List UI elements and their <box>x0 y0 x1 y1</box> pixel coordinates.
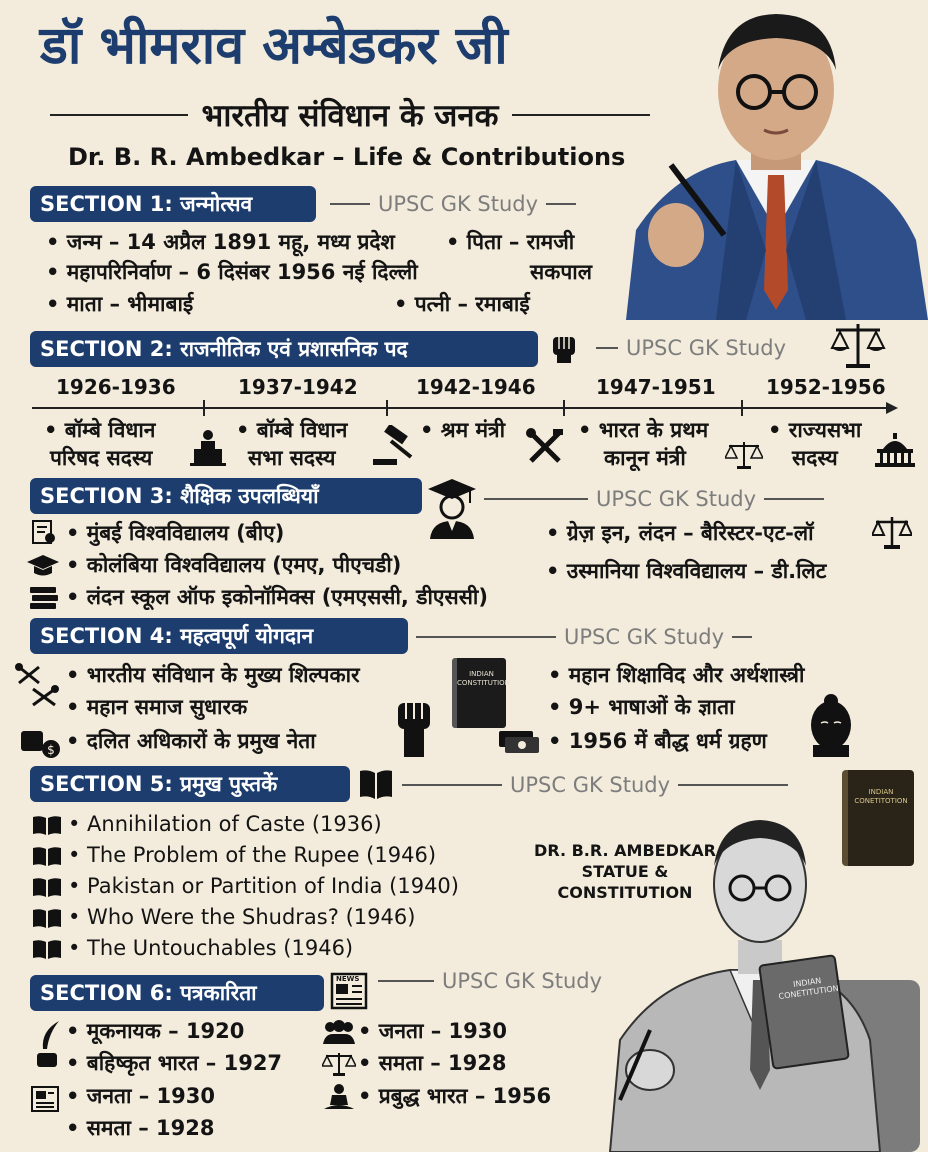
svg-text:$: $ <box>47 743 55 757</box>
gavel-icon <box>370 424 418 468</box>
timeline-role-5b: सदस्य <box>792 446 838 470</box>
timeline-year-4: 1947-1951 <box>596 375 716 399</box>
buddha-icon <box>802 690 860 760</box>
book-icon <box>356 764 396 804</box>
death-item: • महापरिनिर्वाण – 6 दिसंबर 1956 नई दिल्ली <box>46 260 418 284</box>
section-2-header: SECTION 2: राजनीतिक एवं प्रशासनिक पद <box>30 331 538 367</box>
subtitle: भारतीय संविधान के जनक <box>201 98 499 134</box>
parliament-icon <box>872 430 918 470</box>
raised-fist-icon <box>388 696 440 760</box>
contribution-item-4: • महान शिक्षाविद और अर्थशास्त्री <box>548 663 805 687</box>
book-item-4: • Who Were the Shudras? (1946) <box>68 905 416 929</box>
timeline-year-5: 1952-1956 <box>766 375 886 399</box>
subtitle-row <box>50 92 650 138</box>
father-item-cont: सकपाल <box>530 260 592 284</box>
section-1-tag: UPSC GK Study <box>330 189 620 219</box>
subtitle-rule-left <box>50 114 188 116</box>
money-stack-icon <box>496 726 544 760</box>
education-item-4: • ग्रेज़ इन, लंदन – बैरिस्टर-एट-लॉ <box>546 521 814 545</box>
book-item-3: • Pakistan or Partition of India (1940) <box>68 874 459 898</box>
certificate-icon <box>28 518 60 546</box>
mother-item: • माता – भीमाबाई <box>46 292 194 316</box>
timeline-role-1b: परिषद सदस्य <box>50 446 153 470</box>
journal-item-6: • समता – 1928 <box>358 1051 507 1075</box>
equality-scales-icon <box>320 1050 358 1078</box>
tools-cross-icon <box>12 660 64 710</box>
timeline-role-5a: • राज्यसभा <box>768 418 862 442</box>
book-item-2: • The Problem of the Rupee (1946) <box>68 843 437 867</box>
section-4-header: SECTION 4: महत्वपूर्ण योगदान <box>30 618 408 654</box>
tools-icon <box>524 426 566 468</box>
section-3-header: SECTION 3: शैक्षिक उपलब्धियाँ <box>30 478 422 514</box>
education-item-2: • कोलंबिया विश्वविद्यालय (एमए, पीएचडी) <box>66 553 402 577</box>
journal-item-4: • समता – 1928 <box>66 1116 215 1140</box>
fist-icon <box>544 328 584 368</box>
ambedkar-portrait <box>616 0 928 320</box>
ambedkar-statue-illustration: INDIAN CONETITUTION <box>580 800 928 1152</box>
wife-item: • पत्नी – रमाबाई <box>394 292 530 316</box>
section-5-tag: UPSC GK Study <box>402 770 822 800</box>
timeline-role-1a: • बॉम्बे विधान <box>44 418 156 442</box>
money-hand-icon <box>16 724 62 760</box>
book-bullet-icon-5 <box>30 936 64 962</box>
scales-icon <box>826 318 890 372</box>
contribution-item-6: • 1956 में बौद्ध धर्म ग्रहण <box>548 729 767 753</box>
people-icon <box>320 1018 358 1046</box>
contribution-item-2: • महान समाज सुधारक <box>66 695 248 719</box>
timeline-role-3a: • श्रम मंत्री <box>420 418 506 442</box>
book-bullet-icon-4 <box>30 905 64 931</box>
contribution-item-1: • भारतीय संविधान के मुख्य शिल्पकार <box>66 663 360 687</box>
english-title: Dr. B. R. Ambedkar – Life & Contributions <box>68 143 626 171</box>
education-item-5: • उस्मानिया विश्वविद्यालय – डी.लिट <box>546 559 827 583</box>
journal-item-2: • बहिष्कृत भारत – 1927 <box>66 1051 283 1075</box>
journal-item-7: • प्रबुद्ध भारत – 1956 <box>358 1084 552 1108</box>
constitution-book-large-icon: INDIAN CONETITOTION <box>842 770 914 866</box>
timeline-axis <box>32 398 900 418</box>
book-bullet-icon-2 <box>30 843 64 869</box>
timeline-role-2b: सभा सदस्य <box>248 446 336 470</box>
father-item: • पिता – रामजी <box>446 230 575 254</box>
newspaper-small-icon <box>28 1084 64 1114</box>
quill-icon <box>30 1018 66 1072</box>
contribution-item-5: • 9+ भाषाओं के ज्ञाता <box>548 695 735 719</box>
small-scales-icon <box>724 440 764 470</box>
book-bullet-icon-3 <box>30 874 64 900</box>
meditation-icon <box>320 1082 358 1112</box>
journal-item-1: • मूकनायक – 1920 <box>66 1019 245 1043</box>
section-5-header: SECTION 5: प्रमुख पुस्तकें <box>30 766 350 802</box>
book-bullet-icon-1 <box>30 812 64 838</box>
section-1-header: SECTION 1: जन्मोत्सव <box>30 186 316 222</box>
books-stack-icon <box>26 584 62 612</box>
newspaper-icon: NEWS <box>330 972 372 1012</box>
timeline-year-2: 1937-1942 <box>238 375 358 399</box>
timeline-year-1: 1926-1936 <box>56 375 176 399</box>
contribution-item-3: • दलित अधिकारों के प्रमुख नेता <box>66 729 316 753</box>
timeline-role-4a: • भारत के प्रथम <box>578 418 709 442</box>
timeline-role-2a: • बॉम्बे विधान <box>236 418 348 442</box>
podium-icon <box>186 428 230 468</box>
timeline-year-3: 1942-1946 <box>416 375 536 399</box>
section-2-tag: UPSC GK Study <box>596 333 826 363</box>
graduation-cap-icon <box>24 552 62 580</box>
section-6-tag: UPSC GK Study <box>378 966 678 996</box>
graduate-icon <box>424 474 480 540</box>
law-scales-icon <box>870 514 914 552</box>
timeline-role-4b: कानून मंत्री <box>604 446 686 470</box>
book-item-1: • Annihilation of Caste (1936) <box>68 812 382 836</box>
education-item-1: • मुंबई विश्वविद्यालय (बीए) <box>66 521 285 545</box>
page-title: डॉ भीमराव अम्बेडकर जी <box>40 16 508 76</box>
statue-caption: DR. B.R. AMBEDKAR STATUE & CONSTITUTION <box>534 841 716 902</box>
education-item-3: • लंदन स्कूल ऑफ इकोनॉमिक्स (एमएससी, डीएससी) <box>66 585 488 609</box>
book-item-5: • The Untouchables (1946) <box>68 936 354 960</box>
section-4-tag: UPSC GK Study <box>416 622 816 652</box>
journal-item-3: • जनता – 1930 <box>66 1084 215 1108</box>
birth-item: • जन्म – 14 अप्रैल 1891 महू, मध्य प्रदेश <box>46 230 395 254</box>
section-3-tag: UPSC GK Study <box>484 484 844 514</box>
section-6-header: SECTION 6: पत्रकारिता <box>30 975 324 1011</box>
constitution-book-icon: INDIAN CONSTITUTION <box>452 658 506 728</box>
journal-item-5: • जनता – 1930 <box>358 1019 507 1043</box>
